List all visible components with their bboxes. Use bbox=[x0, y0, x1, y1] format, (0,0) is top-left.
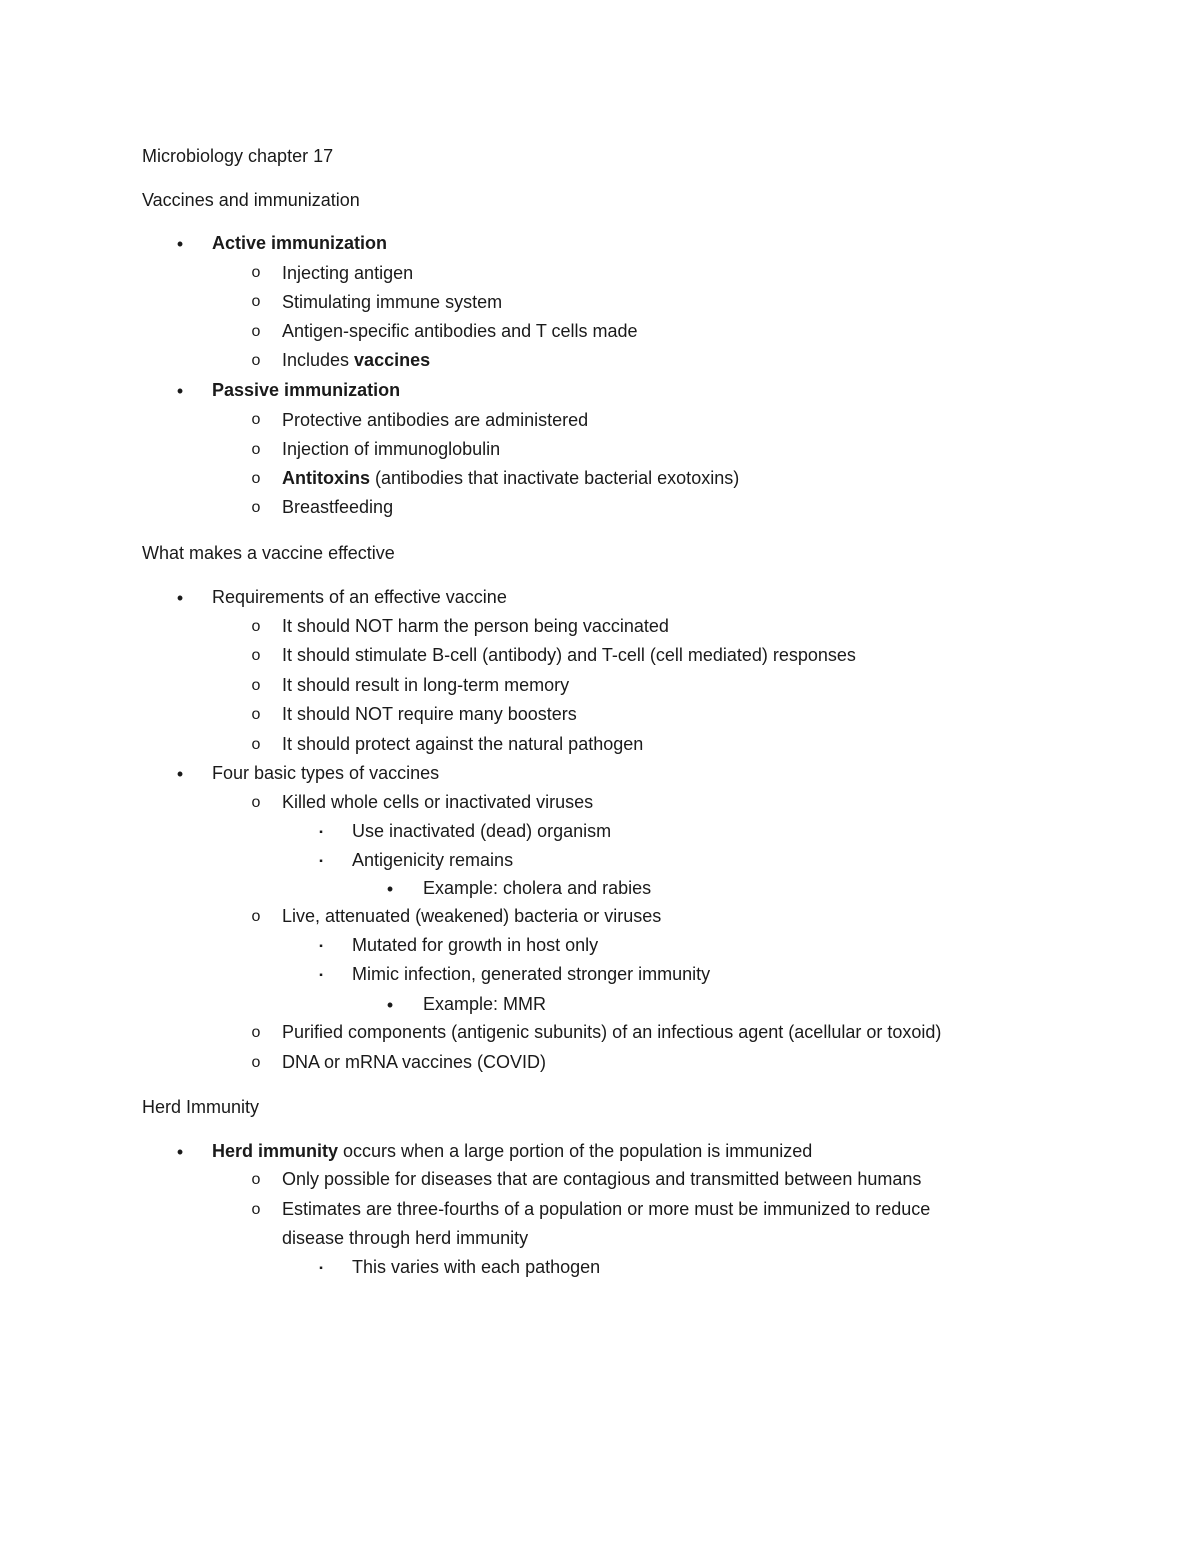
list-item: It should NOT require many boosters bbox=[282, 704, 577, 724]
list-item-four-types: Four basic types of vaccines bbox=[212, 763, 440, 783]
circle-marker: o bbox=[251, 736, 261, 753]
circle-marker: o bbox=[251, 794, 261, 811]
list-item: Estimates are three-fourths of a population or more must be immunized to reduce bbox=[282, 1199, 931, 1219]
list-item: Only possible for diseases that are contagious and transmitted between humans bbox=[282, 1169, 922, 1189]
square-marker: ▪ bbox=[319, 941, 323, 952]
list-item: Mimic infection, generated stronger immunity bbox=[352, 964, 711, 984]
circle-marker: o bbox=[251, 352, 261, 369]
document-title: Microbiology chapter 17 bbox=[142, 146, 334, 166]
circle-marker: o bbox=[251, 1024, 261, 1041]
square-marker: ▪ bbox=[319, 827, 323, 838]
list-item-continuation: disease through herd immunity bbox=[282, 1228, 529, 1248]
list-item: It should stimulate B-cell (antibody) and T-cell (cell mediated) responses bbox=[282, 645, 856, 665]
bullet-marker: • bbox=[176, 588, 184, 608]
list-item-antitoxins bbox=[282, 468, 739, 489]
list-item-example: Example: cholera and rabies bbox=[423, 878, 652, 898]
circle-marker: o bbox=[251, 1054, 261, 1071]
list-item: Antigenicity remains bbox=[352, 850, 514, 870]
list-item-includes-vaccines bbox=[282, 350, 430, 371]
bullet-marker: • bbox=[176, 764, 184, 784]
list-item-herd-immunity bbox=[212, 1141, 812, 1162]
list-item-purified: Purified components (antigenic subunits) of an infectious agent (acellular or toxoid) bbox=[282, 1022, 942, 1042]
list-item: It should result in long-term memory bbox=[282, 675, 570, 695]
bullet-marker: • bbox=[386, 879, 394, 899]
circle-marker: o bbox=[251, 908, 261, 925]
circle-marker: o bbox=[251, 1171, 261, 1188]
bullet-marker: • bbox=[176, 381, 184, 401]
list-item-example: Example: MMR bbox=[423, 994, 547, 1014]
square-marker: ▪ bbox=[319, 970, 323, 981]
square-marker: ▪ bbox=[319, 856, 323, 867]
circle-marker: o bbox=[251, 323, 261, 340]
list-item: Injection of immunoglobulin bbox=[282, 439, 501, 459]
list-item-live: Live, attenuated (weakened) bacteria or viruses bbox=[282, 906, 662, 926]
list-item: Mutated for growth in host only bbox=[352, 935, 599, 955]
list-item: This varies with each pathogen bbox=[352, 1257, 601, 1277]
list-item: It should NOT harm the person being vaccinated bbox=[282, 616, 669, 636]
square-marker: ▪ bbox=[319, 1263, 323, 1274]
bullet-marker: • bbox=[176, 234, 184, 254]
list-item-requirements: Requirements of an effective vaccine bbox=[212, 587, 507, 607]
bold-term-antitoxins: Antitoxins bbox=[282, 468, 370, 488]
list-item-passive-immunization: Passive immunization bbox=[212, 380, 401, 400]
circle-marker: o bbox=[251, 470, 261, 487]
circle-marker: o bbox=[251, 411, 261, 428]
circle-marker: o bbox=[251, 441, 261, 458]
text-run: (antibodies that inactivate bacterial exotoxins) bbox=[370, 468, 740, 488]
list-item: Protective antibodies are administered bbox=[282, 410, 589, 430]
list-item: Use inactivated (dead) organism bbox=[352, 821, 612, 841]
list-item-killed: Killed whole cells or inactivated viruses bbox=[282, 792, 594, 812]
section-heading-vaccines: Vaccines and immunization bbox=[142, 190, 360, 210]
bold-term-vaccines: vaccines bbox=[354, 350, 431, 370]
section-heading-herd: Herd Immunity bbox=[142, 1097, 260, 1117]
text-run: Includes bbox=[282, 350, 355, 370]
circle-marker: o bbox=[251, 677, 261, 694]
list-item-active-immunization: Active immunization bbox=[212, 233, 388, 253]
section-heading-effective: What makes a vaccine effective bbox=[142, 543, 395, 563]
circle-marker: o bbox=[251, 618, 261, 635]
list-item: Breastfeeding bbox=[282, 497, 394, 517]
circle-marker: o bbox=[251, 264, 261, 281]
list-item: It should protect against the natural pathogen bbox=[282, 734, 644, 754]
bullet-marker: • bbox=[176, 1142, 184, 1162]
circle-marker: o bbox=[251, 647, 261, 664]
list-item: Antigen-specific antibodies and T cells made bbox=[282, 321, 638, 341]
bullet-marker: • bbox=[386, 995, 394, 1015]
circle-marker: o bbox=[251, 499, 261, 516]
circle-marker: o bbox=[251, 293, 261, 310]
bold-term-herd-immunity: Herd immunity bbox=[212, 1141, 339, 1161]
list-item: Stimulating immune system bbox=[282, 292, 503, 312]
list-item: Injecting antigen bbox=[282, 263, 414, 283]
circle-marker: o bbox=[251, 706, 261, 723]
circle-marker: o bbox=[251, 1201, 261, 1218]
text-run: occurs when a large portion of the population is immunized bbox=[338, 1141, 813, 1161]
list-item-dna: DNA or mRNA vaccines (COVID) bbox=[282, 1052, 547, 1072]
